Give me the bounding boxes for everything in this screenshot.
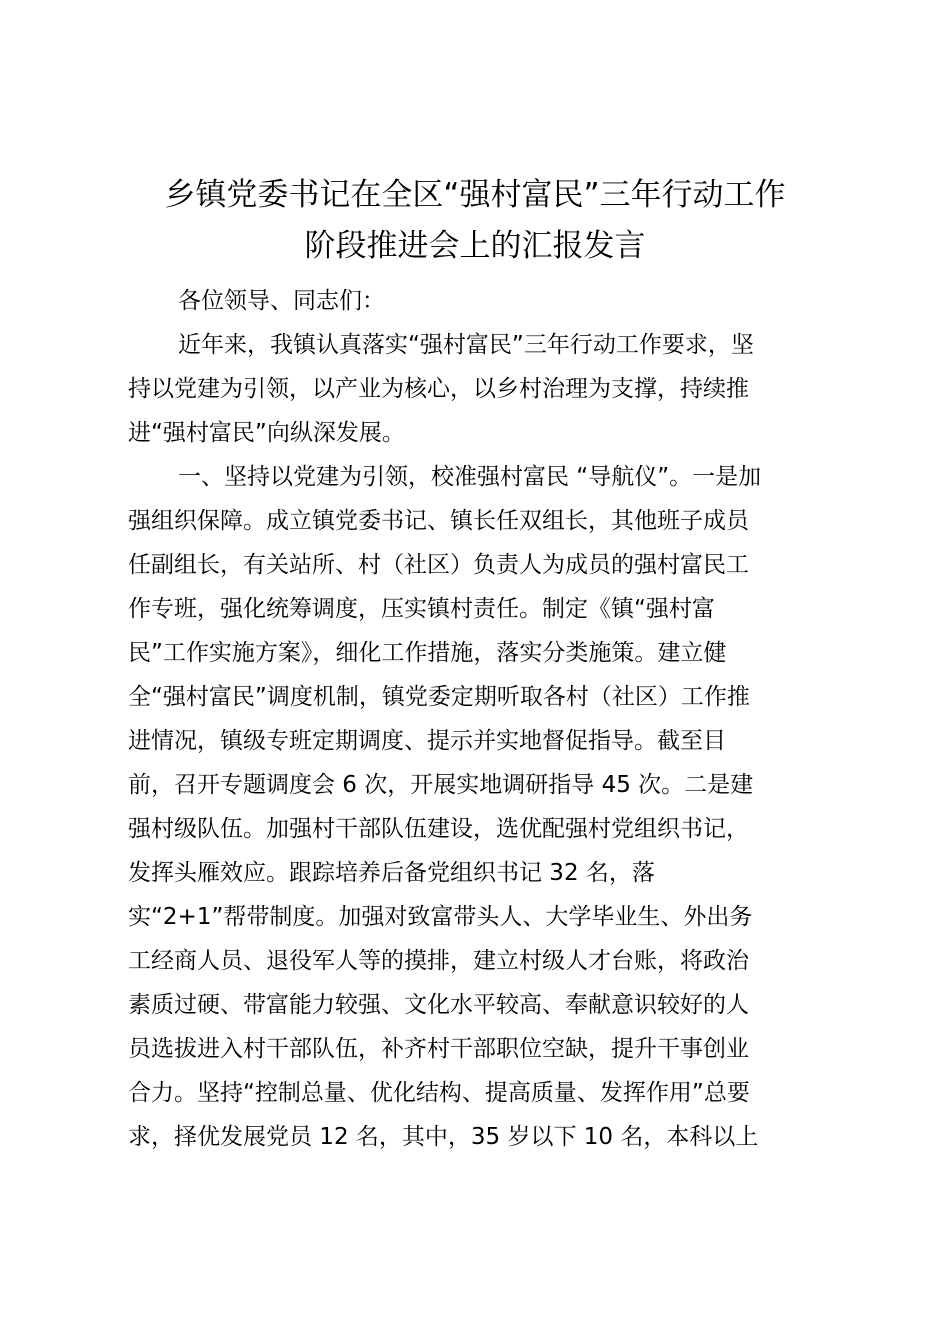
paragraph-line: 持以党建为引领，以产业为核心，以乡村治理为支撑，持续推 [128, 376, 749, 402]
paragraph-line: 全“强村富民”调度机制，镇党委定期听取各村（社区）工作推 [128, 684, 750, 710]
paragraph-line: 任副组长，有关站所、村（社区）负责人为成员的强村富民工 [128, 552, 749, 578]
paragraph-line: 作专班，强化统筹调度，压实镇村责任。制定《镇“强村富 [128, 596, 715, 622]
paragraph-line: 发挥头雁效应。跟踪培养后备党组织书记 32 名，落 [128, 860, 655, 886]
paragraph-line: 强组织保障。成立镇党委书记、镇长任双组长，其他班子成员 [128, 508, 749, 534]
paragraph-line: 合力。坚持“控制总量、优化结构、提高质量、发挥作用”总要 [128, 1080, 750, 1106]
salutation: 各位领导、同志们： [178, 288, 385, 314]
paragraph-line: 员选拔进入村干部队伍，补齐村干部职位空缺，提升干事创业 [128, 1036, 749, 1062]
paragraph-line: 工经商人员、退役军人等的摸排，建立村级人才台账，将政治 [128, 948, 749, 974]
title-line: 乡镇党委书记在全区“强村富民”三年行动工作 [164, 177, 786, 213]
paragraph-line: 求，择优发展党员 12 名，其中，35 岁以下 10 名，本科以上 [128, 1124, 759, 1150]
paragraph-line: 素质过硬、带富能力较强、文化水平较高、奉献意识较好的人 [128, 992, 749, 1018]
section-heading-line: 一、坚持以党建为引领，校准强村富民 “导航仪”。一是加 [178, 464, 762, 490]
document-title [100, 170, 850, 272]
paragraph-line: 近年来，我镇认真落实“强村富民”三年行动工作要求，坚 [178, 332, 754, 358]
paragraph-line: 强村级队伍。加强村干部队伍建设，选优配强村党组织书记， [128, 816, 749, 842]
paragraph-line: 进情况，镇级专班定期调度、提示并实地督促指导。截至目 [128, 728, 726, 754]
title-line: 阶段推进会上的汇报发言 [304, 228, 646, 264]
paragraph-line: 实“2+1”帮带制度。加强对致富带头人、大学毕业生、外出务 [128, 904, 753, 930]
paragraph-line: 进“强村富民”向纵深发展。 [128, 420, 405, 446]
paragraph-line: 前，召开专题调度会 6 次，开展实地调研指导 45 次。二是建 [128, 772, 754, 798]
document-body [128, 279, 828, 1159]
paragraph-line: 民”工作实施方案》，细化工作措施，落实分类施策。建立健 [128, 640, 727, 666]
